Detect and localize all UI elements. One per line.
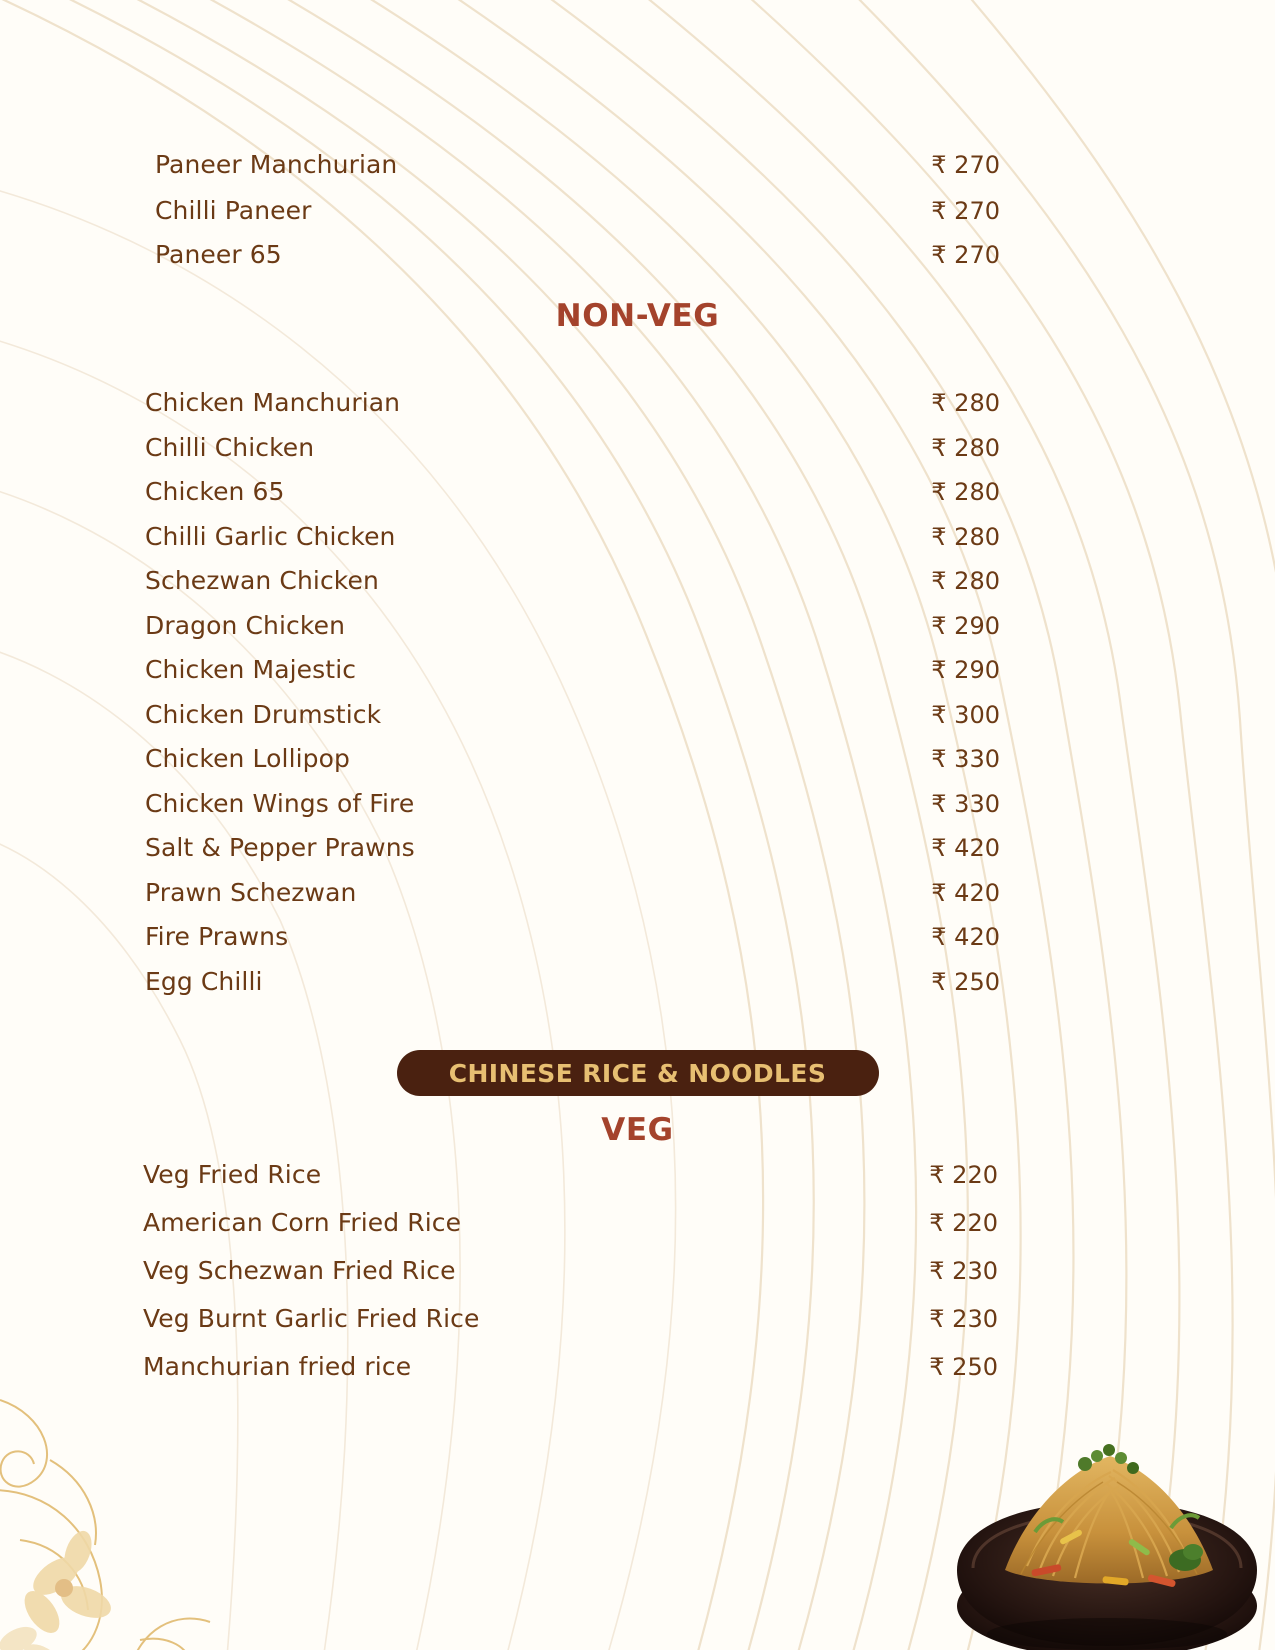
- menu-item-row: [145, 388, 1000, 433]
- menu-item-name: Chicken Drumstick: [145, 699, 382, 729]
- menu-item-row: [155, 150, 1000, 196]
- menu-item-row: [145, 566, 1000, 611]
- menu-item-row: [143, 1256, 998, 1304]
- menu-item-name: Chicken Manchurian: [145, 388, 401, 417]
- noodle-bowl-photo: [935, 1420, 1275, 1650]
- menu-item-price: ₹ 250: [931, 967, 1000, 996]
- banner-label: CHINESE RICE & NOODLES: [448, 1058, 827, 1088]
- menu-item-name: American Corn Fried Rice: [143, 1208, 462, 1237]
- menu-item-price: ₹ 280: [931, 567, 1000, 595]
- menu-item-name: Chilli Paneer: [155, 196, 312, 225]
- menu-item-row: [145, 655, 1000, 700]
- section-heading-veg: VEG: [601, 1112, 674, 1148]
- section-heading-nonveg: NON-VEG: [555, 298, 720, 334]
- banner-inner: [397, 1050, 879, 1096]
- menu-item-name: Chicken Lollipop: [145, 744, 351, 773]
- menu-item-row: [143, 1208, 998, 1256]
- menu-item-price: ₹ 270: [931, 197, 1000, 225]
- menu-item-name: Paneer 65: [155, 240, 282, 269]
- menu-item-price: ₹ 290: [931, 656, 1000, 684]
- menu-item-price: ₹ 300: [931, 700, 1000, 729]
- menu-item-price: ₹ 330: [931, 789, 1000, 818]
- menu-item-name: Egg Chilli: [145, 966, 263, 996]
- menu-item-name: Salt & Pepper Prawns: [145, 833, 415, 862]
- menu-item-price: ₹ 220: [929, 1161, 998, 1189]
- menu-item-price: ₹ 270: [931, 151, 1000, 179]
- menu-item-price: ₹ 280: [931, 522, 1000, 551]
- menu-item-price: ₹ 280: [931, 478, 1000, 506]
- menu-item-name: Chicken Wings of Fire: [145, 788, 415, 818]
- menu-item-row: [155, 240, 1000, 284]
- menu-item-name: Fire Prawns: [145, 922, 289, 951]
- menu-item-row: [145, 878, 1000, 923]
- menu-item-name: Manchurian fried rice: [143, 1352, 412, 1381]
- menu-item-price: ₹ 230: [929, 1305, 998, 1333]
- menu-item-row: [155, 196, 1000, 240]
- top-items-list: [155, 150, 1000, 284]
- menu-item-price: ₹ 220: [929, 1209, 998, 1237]
- menu-item-row: [145, 922, 1000, 967]
- menu-item-row: [145, 477, 1000, 522]
- menu-item-price: ₹ 280: [931, 389, 1000, 417]
- menu-item-row: [145, 611, 1000, 656]
- menu-item-row: [145, 789, 1000, 834]
- menu-item-name: Chicken Majestic: [145, 655, 357, 684]
- menu-item-row: [145, 433, 1000, 478]
- menu-item-price: ₹ 420: [931, 834, 1000, 862]
- menu-item-row: [143, 1304, 998, 1352]
- menu-item-name: Veg Fried Rice: [143, 1160, 322, 1189]
- menu-item-name: Veg Burnt Garlic Fried Rice: [143, 1304, 480, 1333]
- menu-item-name: Dragon Chicken: [145, 610, 346, 640]
- menu-item-name: Chilli Garlic Chicken: [145, 521, 396, 551]
- menu-item-price: ₹ 290: [931, 611, 1000, 640]
- menu-item-row: [145, 833, 1000, 878]
- menu-item-row: [145, 522, 1000, 567]
- menu-item-row: [145, 700, 1000, 745]
- menu-item-price: ₹ 330: [931, 745, 1000, 773]
- menu-item-price: ₹ 280: [931, 433, 1000, 462]
- menu-item-price: ₹ 230: [929, 1257, 998, 1285]
- nonveg-items-list: [145, 388, 1000, 1011]
- veg-items-list: [143, 1160, 998, 1400]
- menu-item-name: Paneer Manchurian: [155, 150, 398, 179]
- section-banner-chinese-rice-noodles: [358, 1050, 918, 1096]
- menu-item-row: [143, 1160, 998, 1208]
- menu-item-name: Schezwan Chicken: [145, 566, 379, 595]
- menu-item-name: Chicken 65: [145, 477, 285, 506]
- menu-item-price: ₹ 250: [929, 1353, 998, 1381]
- menu-item-price: ₹ 270: [931, 241, 1000, 269]
- menu-item-name: Prawn Schezwan: [145, 877, 357, 907]
- menu-item-price: ₹ 420: [931, 878, 1000, 907]
- menu-item-row: [143, 1352, 998, 1400]
- menu-item-name: Veg Schezwan Fried Rice: [143, 1256, 456, 1285]
- menu-item-name: Chilli Chicken: [145, 432, 315, 462]
- menu-item-row: [145, 744, 1000, 789]
- menu-item-price: ₹ 420: [931, 923, 1000, 951]
- menu-item-row: [145, 967, 1000, 1012]
